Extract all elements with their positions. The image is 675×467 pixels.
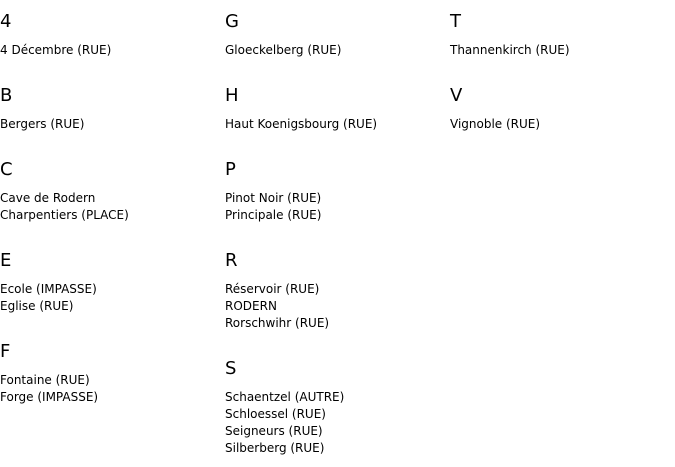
street-list	[225, 42, 450, 59]
letter-heading: T	[450, 11, 461, 32]
street-list	[450, 42, 675, 59]
street-link[interactable]: Fontaine (RUE)	[0, 373, 90, 387]
street-link[interactable]: Seigneurs (RUE)	[225, 424, 323, 438]
street-list	[0, 372, 225, 406]
street-link[interactable]: Haut Koenigsbourg (RUE)	[225, 117, 378, 131]
street-list	[0, 116, 225, 133]
street-list	[225, 281, 450, 332]
street-link[interactable]: Forge (IMPASSE)	[0, 390, 99, 404]
letter-group-e	[0, 250, 225, 315]
street-link[interactable]: Schloessel (RUE)	[225, 407, 326, 421]
street-link[interactable]: Silberberg (RUE)	[225, 441, 325, 455]
letter-group-v	[450, 85, 675, 133]
street-link[interactable]: Thannenkirch (RUE)	[450, 43, 570, 57]
street-link[interactable]: Eglise (RUE)	[0, 299, 74, 313]
letter-heading: C	[0, 159, 13, 180]
street-link[interactable]: Principale (RUE)	[225, 208, 322, 222]
street-list	[225, 389, 450, 457]
letter-group-t	[450, 11, 675, 59]
street-link[interactable]: 4 Décembre (RUE)	[0, 43, 112, 57]
letter-group-4	[0, 11, 225, 59]
street-link[interactable]: Rorschwihr (RUE)	[225, 316, 330, 330]
street-list	[450, 116, 675, 133]
street-link[interactable]: Gloeckelberg (RUE)	[225, 43, 342, 57]
letter-heading: H	[225, 85, 239, 106]
letter-heading: R	[225, 250, 238, 271]
street-link[interactable]: Vignoble (RUE)	[450, 117, 541, 131]
street-link[interactable]: Charpentiers (PLACE)	[0, 208, 129, 222]
letter-heading: E	[0, 250, 12, 271]
street-list	[225, 116, 450, 133]
letter-heading: V	[450, 85, 463, 106]
letter-group-r	[225, 250, 450, 332]
letter-heading: G	[225, 11, 239, 32]
street-list	[0, 190, 225, 224]
letter-group-g	[225, 11, 450, 59]
letter-heading: 4	[0, 11, 12, 32]
letter-group-h	[225, 85, 450, 133]
street-link[interactable]: Ecole (IMPASSE)	[0, 282, 97, 296]
letter-heading: B	[0, 85, 13, 106]
street-link[interactable]: Pinot Noir (RUE)	[225, 191, 322, 205]
letter-group-p	[225, 159, 450, 224]
letter-group-s	[225, 358, 450, 457]
letter-heading: F	[0, 341, 11, 362]
letter-heading: P	[225, 159, 236, 180]
street-link[interactable]: Cave de Rodern	[0, 191, 96, 205]
street-link[interactable]: Bergers (RUE)	[0, 117, 85, 131]
letter-group-c	[0, 159, 225, 224]
letter-heading: S	[225, 358, 237, 379]
letter-group-f	[0, 341, 225, 406]
street-link[interactable]: Réservoir (RUE)	[225, 282, 320, 296]
street-link[interactable]: Schaentzel (AUTRE)	[225, 390, 345, 404]
street-list	[0, 281, 225, 315]
letter-group-b	[0, 85, 225, 133]
street-list	[225, 190, 450, 224]
street-link[interactable]: RODERN	[225, 299, 277, 313]
street-list	[0, 42, 225, 59]
